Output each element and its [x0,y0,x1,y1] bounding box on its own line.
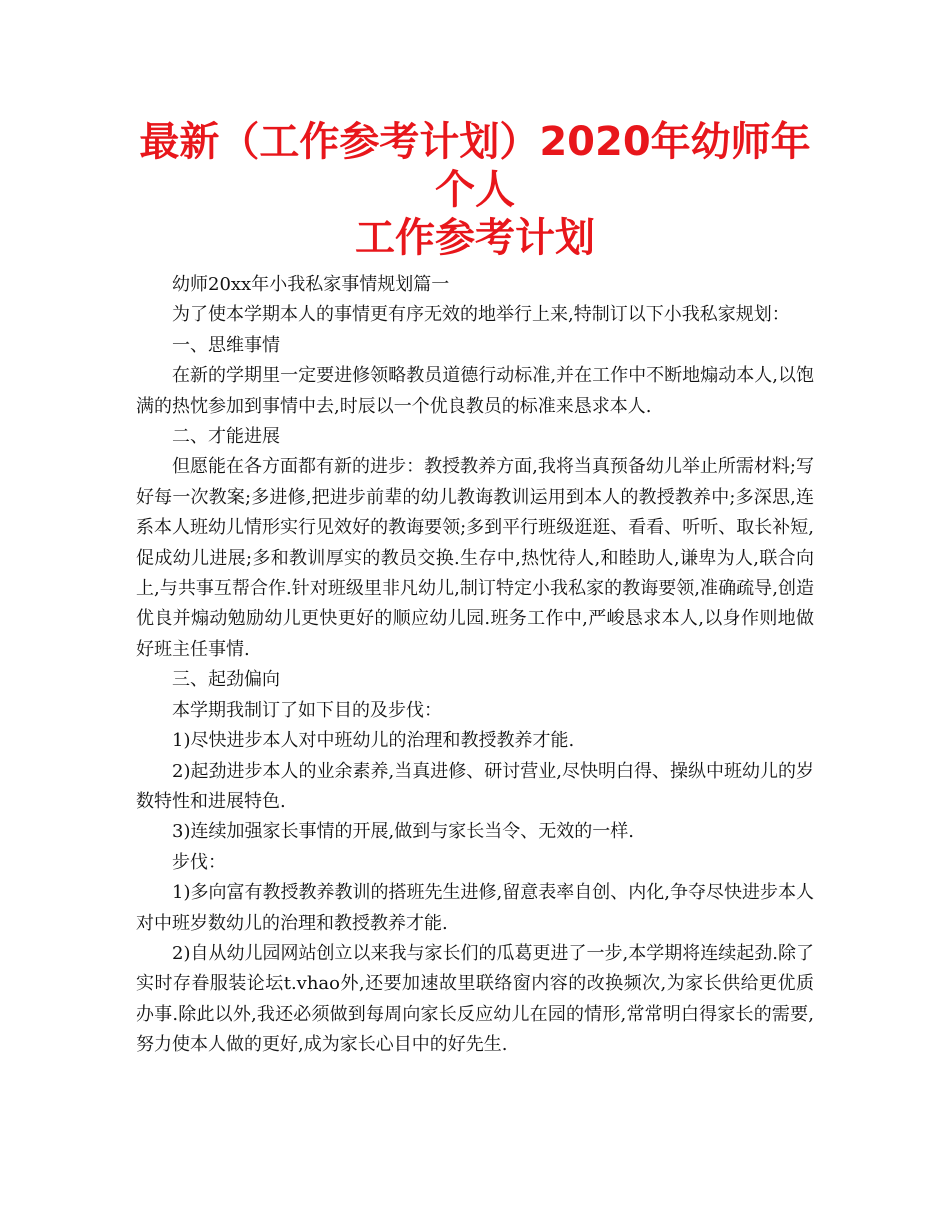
heading-steps: 步伐： [172,851,226,873]
heading-thinking-work: 一、思维事情 [172,334,280,356]
paragraph-thinking-work: 在新的学期里一定要进修领略教员道德行动标准,并在工作中不断地煽动本人,以饱满的热忱参加到事情中去,时辰以一个优良教员的标准来恳求本人. [136,365,814,417]
paragraph-goals-intro: 本学期我制订了如下目的及步伐： [172,699,442,721]
document-body [136,270,814,1061]
goal-item-3: 3)连续加强家长事情的开展,做到与家长当令、无效的一样. [172,821,634,843]
step-item-2: 2)自从幼儿园网站创立以来我与家长们的瓜葛更进了一步,本学期将连续起劲.除了实时存眷服装论坛t.vhao外,还要加速故里联络窗内容的改换频次,为家长供给更优质办事.除此以外,我还必须做到每周向家长反应幼儿在园的情形,常常明白得家长的需要,努力使本人做的更好,成为家长心目中的好先生. [136,942,814,1056]
heading-ability-development: 二、才能进展 [172,426,280,448]
intro-paragraph: 为了使本学期本人的事情更有序无效的地举行上来,特制订以下小我私家规划： [172,304,790,326]
step-item-1: 1)多向富有教授教养教训的搭班先生进修,留意表率自创、内化,争夺尽快进步本人对中班岁数幼儿的治理和教授教养才能. [136,882,814,934]
heading-goals: 三、起劲偏向 [172,669,280,691]
title-line-1: 最新（工作参考计划）2020年幼师年个人 [139,119,811,213]
paragraph-ability-development: 但愿能在各方面都有新的进步：教授教养方面,我将当真预备幼儿举止所需材料;写好每一次教案;多进修,把进步前辈的幼儿教诲教训运用到本人的教授教养中;多深思,连系本人班幼儿情形实行见效好的教诲要领;多到平行班级逛逛、看看、听听、取长补短,促成幼儿进展;多和教训厚实的教员交换.生存中,热忱待人,和睦助人,谦卑为人,联合向上,与共事互帮合作.针对班级里非凡幼儿,制订特定小我私家的教诲要领,准确疏导,创造优良并煽动勉励幼儿更快更好的顺应幼儿园.班务工作中,严峻恳求本人,以身作则地做好班主任事情. [136,456,814,660]
goal-item-2: 2)起劲进步本人的业余素养,当真进修、研讨营业,尽快明白得、操纵中班幼儿的岁数特性和进展特色. [136,760,814,812]
section-subtitle: 幼师20xx年小我私家事情规划篇一 [172,274,450,295]
title-line-2: 工作参考计划 [355,215,595,261]
goal-item-1: 1)尽快进步本人对中班幼儿的治理和教授教养才能. [172,730,575,752]
document-title [136,118,814,262]
